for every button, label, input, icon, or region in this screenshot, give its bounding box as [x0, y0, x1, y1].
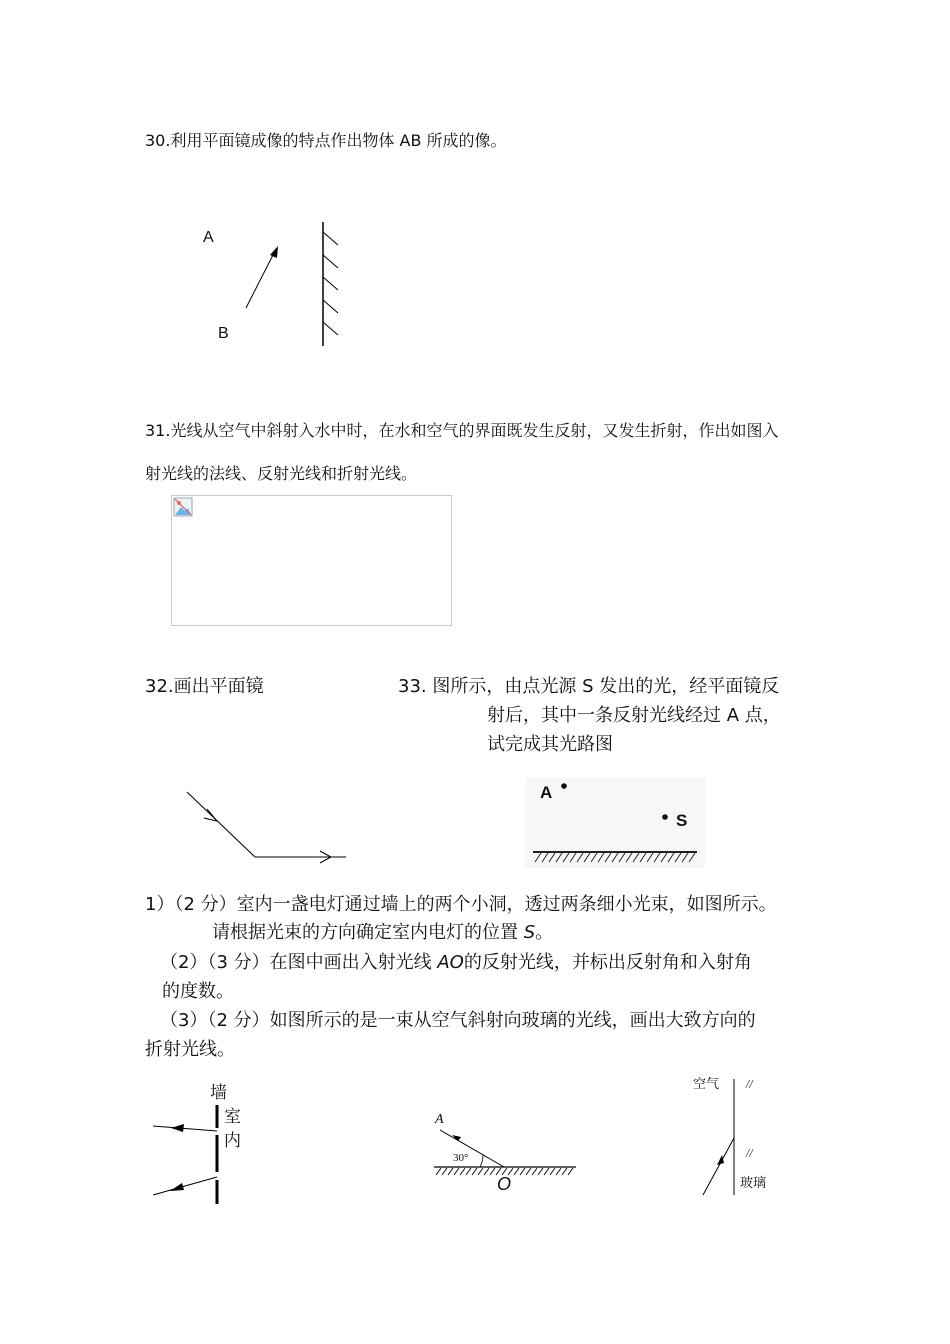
q32-text: 32.画出平面镜 [145, 676, 264, 697]
reflection-label-a: A [435, 1112, 444, 1127]
q33-label-s: S [676, 811, 688, 830]
q33-figure [525, 778, 705, 868]
q33-line2: 射后，其中一条反射光线经过 A 点， [487, 705, 781, 726]
q30-label-a: A [203, 229, 214, 246]
room-label-2: 内 [224, 1131, 241, 1151]
p2-line1 [160, 952, 752, 974]
p3-line2: 折射光线。 [145, 1039, 235, 1060]
q31-line1: 31.光线从空气中斜射入水中时，在水和空气的界面既发生反射，又发生折射，作出如图入 [145, 421, 779, 440]
p2-line1-var: AO [437, 952, 464, 973]
q30-label-b: B [218, 325, 229, 342]
p1-line2-var: S [523, 922, 536, 943]
air-mark: // [746, 1079, 753, 1090]
p1-line2-suffix: 。 [535, 922, 554, 943]
reflection-angle-label: 30° [453, 1152, 469, 1164]
q31-image-placeholder [171, 495, 452, 626]
glass-mark: // [746, 1148, 753, 1159]
p3-line1: （3）（2 分）如图所示的是一束从空气斜射向玻璃的光线，画出大致方向的 [160, 1010, 756, 1031]
q30-text: 30.利用平面镜成像的特点作出物体 AB 所成的像。 [145, 131, 507, 150]
broken-image-icon [173, 497, 193, 517]
q32-figure [180, 785, 350, 865]
q31-line2: 射光线的法线、反射光线和折射光线。 [145, 464, 418, 483]
q33-line3: 试完成其光路图 [487, 734, 613, 755]
p2-line1-suffix: 的反射光线，并标出反射角和入射角 [463, 952, 752, 973]
q33-label-a: A [540, 783, 553, 802]
room-label-1: 室 [224, 1107, 241, 1127]
glass-label: 玻璃 [740, 1176, 767, 1191]
wall-label: 墙 [210, 1083, 227, 1103]
p1-line1: 1）（2 分）室内一盏电灯通过墙上的两个小洞，透过两条细小光束，如图所示。 [145, 894, 777, 915]
p1-line2 [212, 922, 553, 944]
q33-line1: 33. 图所示，由点光源 S 发出的光，经平面镜反 [398, 676, 780, 697]
q30-figure [190, 215, 350, 350]
reflection-label-o: O [497, 1174, 512, 1194]
air-label: 空气 [693, 1077, 720, 1092]
p2-line2: 的度数。 [162, 981, 234, 1002]
p1-line2-prefix: 请根据光束的方向确定室内电灯的位置 [212, 922, 524, 943]
p2-line1-prefix: （2）（3 分）在图中画出入射光线 [160, 952, 438, 973]
wall-figure [145, 1100, 235, 1210]
